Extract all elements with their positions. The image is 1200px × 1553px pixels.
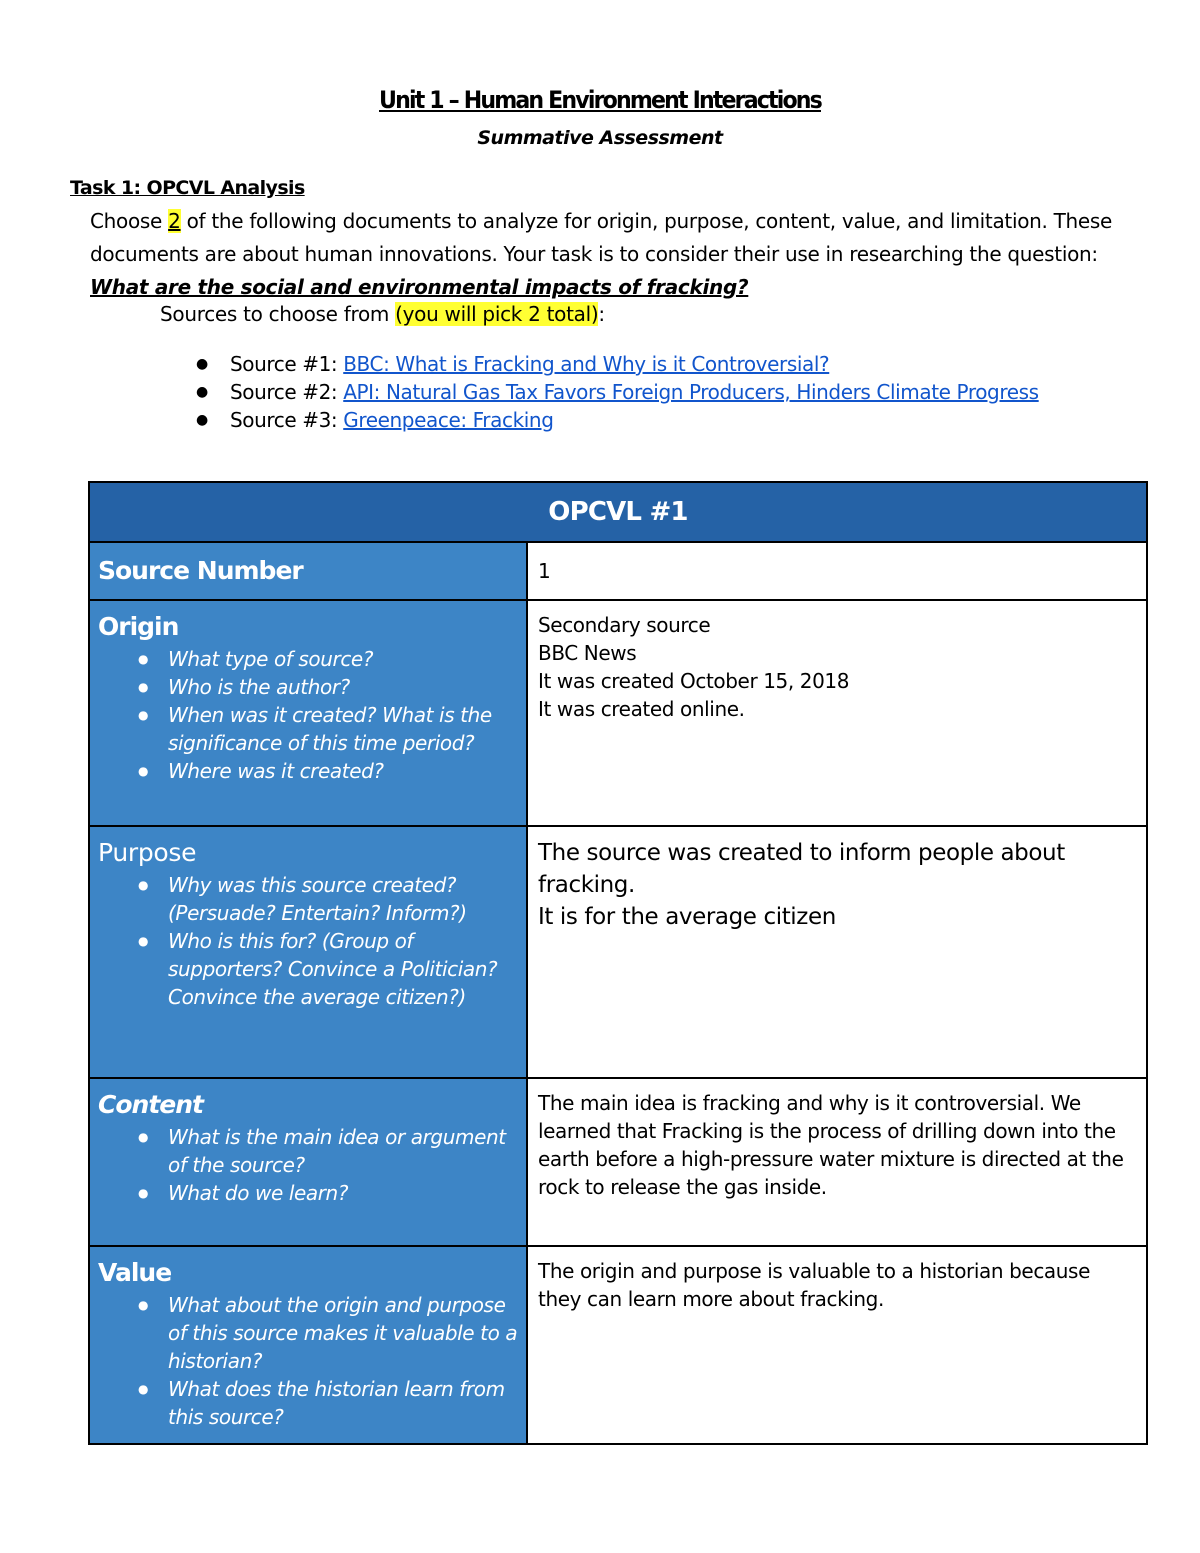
list-item [196, 350, 1076, 378]
table-row [89, 1246, 1147, 1444]
origin-label-cell [89, 600, 527, 826]
value-label-cell [89, 1246, 527, 1444]
list-item [196, 406, 1076, 434]
intro-text-1: Choose [90, 209, 169, 233]
list-item: ● What do we learn? [168, 1179, 518, 1207]
purpose-prompts [98, 871, 518, 1011]
source-number-value: 1 [538, 559, 551, 583]
list-item: ● When was it created? What is the significance of this time period? [168, 701, 518, 757]
sources-label: Sources to choose from [160, 302, 396, 326]
source-number-label-cell [89, 542, 527, 600]
source-3-link[interactable]: Greenpeace: Fracking [343, 408, 554, 432]
purpose-answer-cell[interactable] [527, 826, 1147, 1078]
sources-intro [160, 302, 605, 326]
origin-prompts [98, 645, 518, 785]
sources-colon: : [598, 302, 605, 326]
bullet-icon: ● [196, 384, 208, 400]
intro-number-highlight: 2 [168, 209, 181, 233]
bullet-icon: ● [196, 356, 208, 372]
origin-answer: Secondary source BBC News It was created October 15, 2018 It was created online. [538, 613, 850, 721]
source-1-link[interactable]: BBC: What is Fracking and Why is it Controversial? [343, 352, 830, 376]
source-label: Source #3: [230, 408, 344, 432]
table-row [89, 482, 1147, 542]
list-item: ● What type of source? [168, 645, 518, 673]
research-question: What are the social and environmental impacts of fracking? [90, 275, 749, 299]
list-item: ● What is the main idea or argument of the source? [168, 1123, 518, 1179]
source-label: Source #1: [230, 352, 344, 376]
table-row [89, 1078, 1147, 1246]
value-answer-cell[interactable] [527, 1246, 1147, 1444]
document-subtitle: Summative Assessment [477, 127, 723, 149]
content-prompts [98, 1123, 518, 1207]
value-prompts [98, 1291, 518, 1431]
table-title: OPCVL #1 [89, 482, 1147, 542]
table-row [89, 826, 1147, 1078]
source-2-link[interactable]: API: Natural Gas Tax Favors Foreign Producers, Hinders Climate Progress [343, 380, 1039, 404]
list-item: ● Who is the author? [168, 673, 518, 701]
purpose-answer: The source was created to inform people about fracking. It is for the average citizen [538, 840, 1065, 930]
document-title: Unit 1 – Human Environment Interactions [379, 86, 821, 114]
source-list [196, 350, 1076, 434]
bullet-icon: ● [196, 412, 208, 428]
value-label: Value [98, 1258, 172, 1287]
task-heading: Task 1: OPCVL Analysis [70, 177, 305, 199]
content-label: Content [98, 1090, 203, 1119]
list-item: ● Why was this source created? (Persuade? Entertain? Inform?) [168, 871, 518, 927]
source-number-cell[interactable] [527, 542, 1147, 600]
origin-answer-cell[interactable] [527, 600, 1147, 826]
source-label: Source #2: [230, 380, 344, 404]
list-item: ● Who is this for? (Group of supporters? Convince a Politician? Convince the average citizen?) [168, 927, 518, 1011]
table-row [89, 600, 1147, 826]
value-answer: The origin and purpose is valuable to a historian because they can learn more about fracking. [538, 1259, 1090, 1311]
source-number-label: Source Number [98, 556, 303, 585]
content-label-cell [89, 1078, 527, 1246]
list-item: ● What does the historian learn from this source? [168, 1375, 518, 1431]
content-answer: The main idea is fracking and why is it controversial. We learned that Fracking is the process of drilling down into the earth before a high-pressure water mixture is directed at the rock to release the gas inside. [538, 1091, 1124, 1199]
purpose-label: Purpose [98, 838, 197, 867]
list-item: ● Where was it created? [168, 757, 518, 785]
list-item: ● What about the origin and purpose of this source makes it valuable to a historian? [168, 1291, 518, 1375]
purpose-label-cell [89, 826, 527, 1078]
content-answer-cell[interactable] [527, 1078, 1147, 1246]
sources-highlight: (you will pick 2 total) [395, 302, 599, 326]
opcvl-table [88, 481, 1148, 1445]
task-instructions [90, 205, 1130, 304]
table-row [89, 542, 1147, 600]
list-item [196, 378, 1076, 406]
origin-label: Origin [98, 612, 179, 641]
intro-text-2: of the following documents to analyze for origin, purpose, content, value, and limitation. These documents are about human innovations. Your task is to consider their use in researching the question: [90, 209, 1113, 266]
